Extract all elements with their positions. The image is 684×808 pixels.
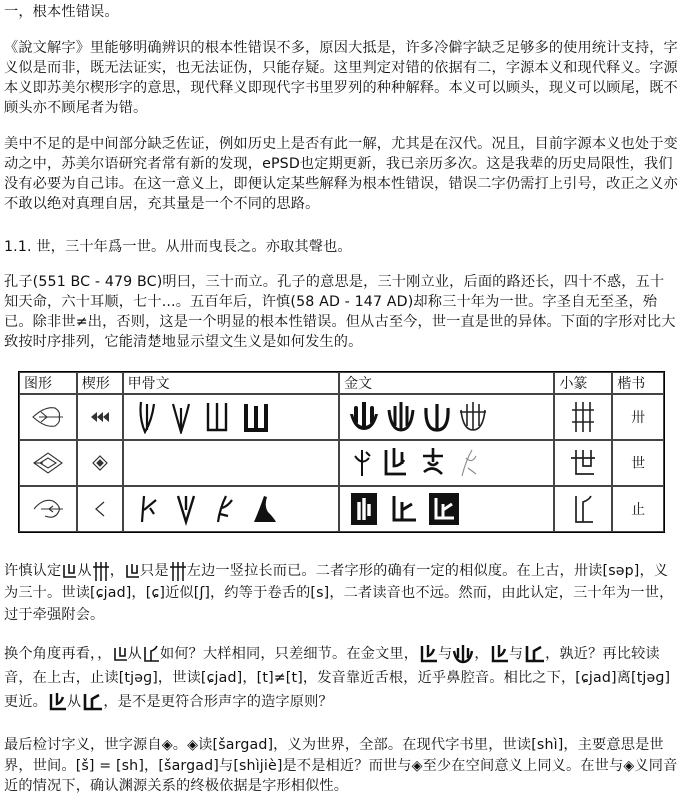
zhi-bronze-inline-glyph	[81, 691, 103, 713]
oracle-glyph	[250, 492, 278, 526]
bronze-cell	[339, 394, 554, 440]
cuneiform-glyph	[92, 455, 108, 471]
small-seal-cell	[554, 394, 612, 440]
sa-bronze-inline-glyph	[452, 643, 474, 665]
paragraph-confucius: 孔子(551 BC - 479 BC)明曰，三十而立。孔子的意思是，三十刚立业，后面的路还长，四十不惑，五十知天命，六十耳顺，七十...。五百年后，许慎(58 AD - 147 AD)却称三十年为一世。字圣自无至圣，殆已。除非世≠出，否则，这是一个明显的根本性错误。但从古至今，世一直是世的异体。下面的字形对比大致按时序排列，它能清楚地显示望文生义是如何发生的。	[4, 274, 676, 350]
header-bronze: 金文	[339, 372, 554, 394]
bronze-cell	[339, 486, 554, 532]
header-regular-script: 楷书	[612, 372, 664, 394]
diamond-pictograph-glyph	[31, 448, 65, 478]
paragraph-xushen: 许慎认定 从 ， 只是 左边一竖拉长而已。二者字形的确有一定的相似度。在上古，卅读[səp]，义为三十。世读[ɕjad]，[ɕ]近似[ʃ]，约等于卷舌的[s]，二者读音也不远。然而，由此认定，三十年为一世，过于牵强附会。	[4, 560, 678, 626]
cuneiform-cell	[77, 486, 123, 532]
bronze-glyph	[352, 446, 372, 480]
cuneiform-glyph	[93, 500, 107, 518]
bronze-glyph	[350, 492, 378, 526]
glyph-comparison-table	[18, 371, 665, 533]
pictograph-cell	[19, 486, 77, 532]
oracle-bone-cell	[123, 486, 339, 532]
shi-bronze-inline-glyph	[124, 562, 140, 580]
regular-script-cell: 世	[612, 440, 664, 486]
oracle-bone-cell	[123, 394, 339, 440]
bronze-glyph	[458, 400, 488, 434]
bronze-glyph	[388, 492, 418, 526]
paragraph-caveat: 美中不足的是中间部分缺乏佐证，例如历史上是否有此一解，尤其是在汉代。况且，目前字源本义也处于变动之中，苏美尔语研究者常有新的发现，ePSD也定期更新，我已亲历多次。这是我辈的历史局限性，我们没有必要为自己讳。在这一意义上，即便认定某些解释为根本性错误，错误二字仍需打上引号，改正之义亦不敢以绝对真理自居，充其量是一个不同的思路。	[4, 136, 678, 212]
bronze-glyph	[422, 400, 452, 434]
shi-bronze-inline-glyph	[47, 691, 67, 713]
regular-script-cell: 止	[612, 486, 664, 532]
small-seal-cell	[554, 486, 612, 532]
bronze-glyph	[386, 400, 416, 434]
header-oracle-bone: 甲骨文	[123, 372, 339, 394]
foot-pictograph-glyph	[31, 494, 65, 524]
paragraph-intro: 《說文解字》里能够明确辨识的根本性错误不多，原因大抵是，许多冷僻字缺乏足够多的使用统计支持，字义似是而非，既无法证实，也无法证伪，只能存疑。这里判定对错的依据有二，字源本义和现代释义。字源本义即苏美尔楔形字的意思，现代释义即现代字书里罗列的种种解释。本义可以顾头，现义可以顾尾，既不顾头亦不顾尾者为错。	[4, 40, 678, 116]
paragraph-comparison: 换个角度再看，， 从 如何？大样相同，只差细节。在金文里， 与 ， 与 ，孰近？再比较读音，在上古，止读[tjəɡ]，世读[ɕjad]，[t]≠[t]，发音靠近舌根，近乎鼻腔音。相比之下，[ɕjad]离[tjəɡ]更近。 从 ，是不是更符合形声字的造字原则？	[4, 642, 678, 714]
shi-bronze-inline-glyph	[418, 643, 438, 665]
regular-script-cell: 卅	[612, 394, 664, 440]
table-row	[19, 486, 664, 532]
oracle-glyph	[136, 492, 160, 526]
bronze-glyph	[418, 446, 448, 480]
zhi-bronze-inline-glyph	[523, 643, 545, 665]
paragraph-meaning: 最后检讨字义，世字源自◈。◈读[šargad]，义为世界，全部。在现代字书里，世读[shì]，主要意思是世界，世间。[š] = [sh]，[šargad]与[shìjiè]是不是相近？而世与◈至少在空间意义上同义。在世与◈义同音近的情况下，确认渊源关系的终极依据是字形相似性。	[4, 737, 678, 794]
pictograph-cell	[19, 440, 77, 486]
bronze-glyph	[380, 446, 410, 480]
small-seal-glyph	[569, 446, 597, 480]
header-small-seal: 小篆	[554, 372, 612, 394]
oracle-bone-cell	[123, 440, 339, 486]
oracle-glyph	[212, 492, 236, 526]
cuneiform-cell	[77, 440, 123, 486]
small-seal-glyph	[571, 492, 595, 526]
zhi-seal-inline-glyph	[142, 644, 160, 664]
shi-bronze-inline-glyph	[489, 643, 509, 665]
oracle-glyph	[242, 400, 270, 434]
small-seal-glyph	[570, 400, 596, 434]
oracle-glyph	[204, 400, 230, 434]
pictograph-cell	[19, 394, 77, 440]
cuneiform-cell	[77, 394, 123, 440]
header-pictograph: 图形	[19, 372, 77, 394]
shi-bronze-inline-glyph	[61, 562, 77, 580]
oracle-glyph	[174, 492, 198, 526]
oracle-glyph	[136, 400, 158, 434]
entry-title: 1.1. 世，三十年爲一世。从卅而曳長之。亦取其聲也。	[4, 239, 352, 255]
bronze-glyph	[456, 446, 480, 480]
bronze-glyph	[348, 400, 380, 434]
small-seal-cell	[554, 440, 612, 486]
header-cuneiform: 楔形	[77, 372, 123, 394]
section-heading: 一，根本性错误。	[4, 4, 119, 20]
table-header-row	[19, 372, 664, 394]
sa-seal-inline-glyph	[169, 560, 187, 582]
bronze-glyph	[428, 492, 460, 526]
shi-bronze-inline-glyph	[112, 645, 128, 663]
arrow-pictograph-glyph	[31, 402, 65, 432]
table-row	[19, 394, 664, 440]
bronze-cell	[339, 440, 554, 486]
sa-seal-inline-glyph	[92, 560, 110, 582]
cuneiform-glyph	[89, 409, 111, 425]
oracle-glyph	[170, 400, 192, 434]
table-row	[19, 440, 664, 486]
